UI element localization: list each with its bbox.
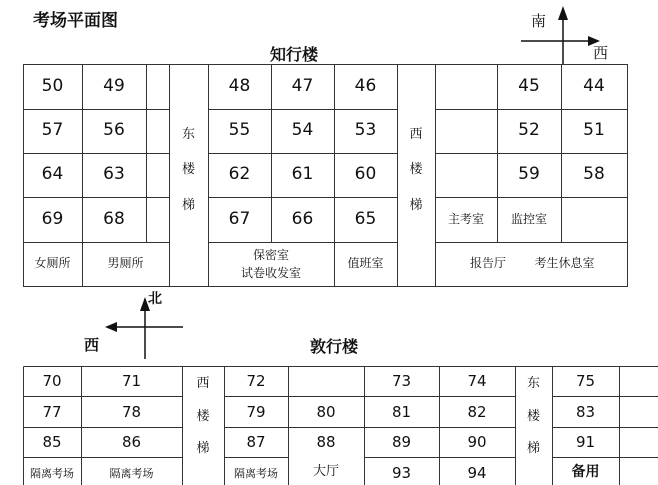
stairs-char: 梯: [181, 197, 195, 213]
west-stairs-top: [397, 110, 435, 230]
room-51: 51: [583, 120, 605, 141]
womens-restroom: 女厕所: [34, 256, 71, 271]
room-89: 89: [391, 433, 412, 451]
stairs-char: 西: [196, 376, 210, 391]
stairs-char: 梯: [196, 441, 210, 456]
stairs-char: 东: [181, 127, 195, 143]
room-57: 57: [41, 120, 64, 141]
room-61: 61: [291, 164, 314, 185]
room-87: 87: [246, 433, 266, 451]
room-78: 78: [121, 402, 142, 421]
stairs-char: 东: [526, 376, 540, 391]
room-93: 93: [391, 464, 412, 482]
room-71: 71: [121, 372, 142, 390]
compass-west-label: 西: [593, 44, 609, 62]
monitor-room: 监控室: [510, 211, 547, 226]
room-85: 85: [42, 433, 62, 451]
room-62: 62: [228, 164, 251, 185]
room-60: 60: [354, 164, 377, 185]
room-80: 80: [316, 402, 336, 421]
room-53: 53: [354, 120, 377, 141]
room-73: 73: [391, 372, 412, 390]
west-stairs-bottom: [182, 368, 224, 485]
room-90: 90: [467, 433, 487, 451]
room-66: 66: [291, 208, 314, 229]
east-stairs-top: [169, 110, 208, 230]
chief-examiner-room: 主考室: [447, 211, 484, 226]
isolation-room-1: 隔离考场: [30, 467, 74, 480]
stairs-char: 楼: [526, 408, 540, 424]
stairs-char: 楼: [196, 408, 210, 424]
compass-south-label: 南: [531, 12, 547, 30]
east-stairs-bottom: [515, 368, 552, 485]
compass-arrow-top: [521, 14, 597, 64]
stairs-char: 梯: [409, 197, 423, 213]
isolation-room-2: 隔离考场: [109, 467, 154, 480]
compass-arrow-middle: [112, 305, 183, 359]
stairs-char: 梯: [526, 441, 540, 456]
compass-west-label-2: 西: [84, 336, 100, 354]
spare-room: 备用: [571, 464, 600, 480]
room-56: 56: [103, 120, 125, 141]
west-arrow-icon: [105, 322, 117, 332]
room-91: 91: [575, 433, 596, 451]
building-title-top: 知行楼: [270, 45, 319, 64]
room-47: 47: [291, 75, 314, 96]
room-75: 75: [575, 372, 596, 390]
east-arrow-icon: [588, 36, 600, 46]
room-45: 45: [518, 75, 540, 96]
room-44: 44: [583, 75, 605, 96]
room-59: 59: [518, 164, 540, 185]
north-arrow-icon-2: [140, 297, 150, 311]
room-64: 64: [41, 164, 64, 185]
compass-north-label: 北: [148, 291, 162, 307]
room-82: 82: [467, 402, 487, 421]
paper-room-label: 试卷收发室: [240, 266, 301, 280]
room-46: 46: [354, 75, 377, 96]
room-52: 52: [518, 120, 540, 141]
room-63: 63: [103, 164, 125, 185]
room-65: 65: [354, 208, 377, 229]
room-74: 74: [467, 372, 487, 390]
room-81: 81: [391, 402, 412, 421]
room-50: 50: [41, 75, 64, 96]
room-67: 67: [228, 208, 251, 229]
room-72: 72: [246, 372, 266, 390]
room-69: 69: [41, 208, 64, 229]
room-55: 55: [228, 120, 251, 141]
stairs-char: 楼: [181, 162, 195, 178]
room-88: 88: [316, 433, 336, 451]
page-title: 考场平面图: [33, 11, 118, 31]
isolation-room-3: 隔离考场: [234, 467, 278, 480]
stairs-char: 楼: [409, 162, 423, 178]
room-94: 94: [467, 464, 487, 482]
duty-room: 值班室: [347, 256, 384, 271]
room-68: 68: [103, 208, 125, 229]
report-hall: 报告厅: [469, 256, 506, 271]
room-79: 79: [246, 402, 266, 421]
lobby: 大厅: [312, 464, 339, 479]
secure-room: [208, 242, 334, 286]
room-70: 70: [42, 372, 62, 390]
mens-restroom: 男厕所: [107, 256, 144, 271]
room-58: 58: [583, 164, 605, 185]
room-83: 83: [575, 402, 596, 421]
building-title-bottom: 敦行楼: [310, 337, 359, 356]
room-77: 77: [42, 402, 62, 421]
stairs-char: 西: [409, 127, 423, 143]
room-49: 49: [103, 75, 125, 96]
room-48: 48: [228, 75, 251, 96]
student-rest-room: 考生休息室: [534, 256, 595, 271]
room-86: 86: [121, 433, 142, 451]
room-54: 54: [291, 120, 314, 141]
secure-room-label: 保密室: [252, 248, 289, 262]
north-arrow-icon: [558, 6, 568, 20]
